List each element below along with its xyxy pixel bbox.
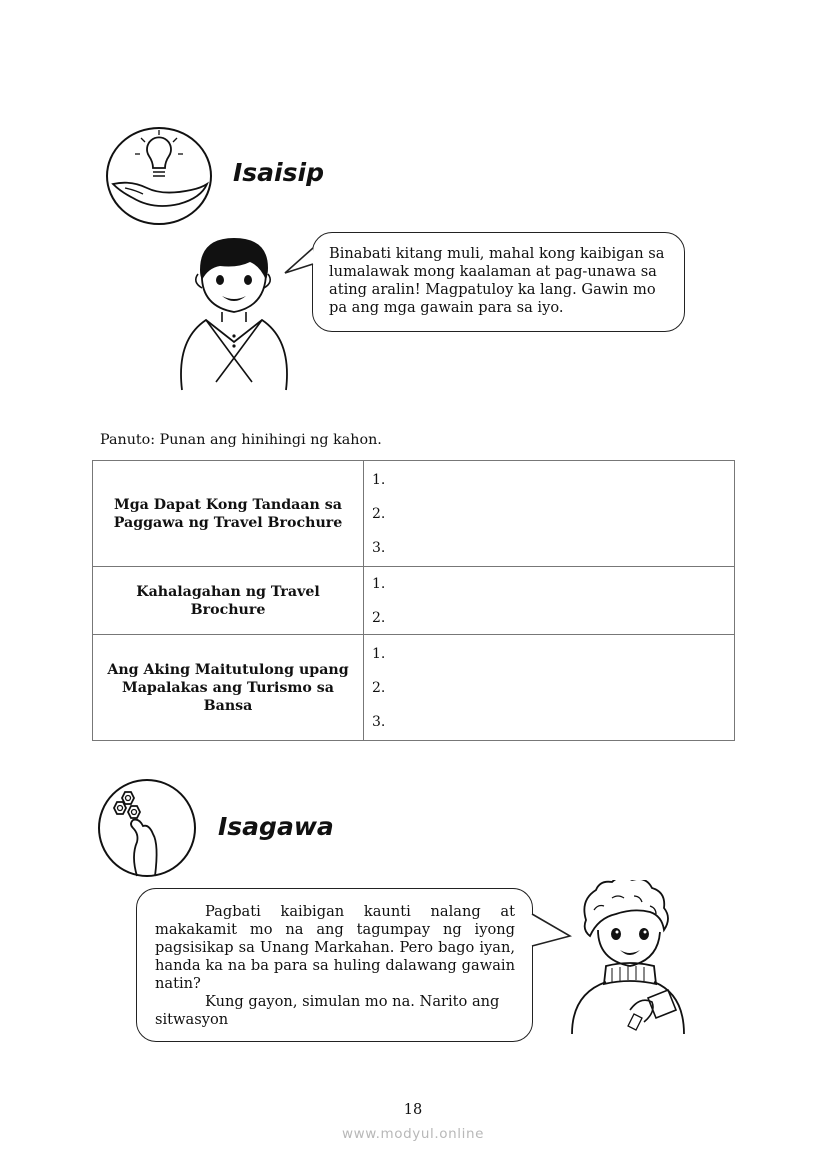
bubble-tail: [530, 910, 572, 950]
isagawa-paragraph-1: Pagbati kaibigan kaunti nalang at makakamit mo na ang tagumpay ng iyong pagsisikap sa Unang Markahan. Pero bago iyan, handa ka na ba para sa huling dalawang gawain natin?: [155, 903, 515, 992]
bubble-tail: [283, 246, 315, 276]
answer-number: 1.: [372, 575, 386, 592]
instructions: Panuto: Punan ang hinihingi ng kahon.: [100, 432, 382, 448]
answer-number: 2.: [372, 609, 386, 626]
answer-number: 2.: [372, 505, 386, 522]
row-label: Mga Dapat Kong Tandaan sa Paggawa ng Travel Brochure: [93, 461, 364, 567]
answer-cell[interactable]: [364, 567, 735, 635]
answer-number: 2.: [372, 679, 386, 696]
student-curly-hair-illustration: [568, 880, 690, 1036]
answer-table: [92, 460, 735, 741]
lightbulb-hand-icon: [105, 126, 213, 226]
answer-cell[interactable]: [364, 635, 735, 741]
watermark: www.modyul.online: [341, 1126, 485, 1142]
answer-number: 3.: [372, 539, 386, 556]
isaisip-speech-bubble: [312, 232, 685, 332]
row-label: Kahalagahan ng Travel Brochure: [93, 567, 364, 635]
table-row: [93, 461, 735, 567]
isagawa-title: Isagawa: [218, 812, 334, 841]
answer-cell[interactable]: [364, 461, 735, 567]
table-row: [93, 567, 735, 635]
gears-hand-icon: [97, 778, 197, 878]
isagawa-speech-bubble: [136, 888, 533, 1042]
answer-number: 1.: [372, 645, 386, 662]
isagawa-paragraph-2: Kung gayon, simulan mo na. Narito ang sitwasyon: [155, 993, 500, 1028]
answer-number: 1.: [372, 471, 386, 488]
student-boy-illustration: [172, 232, 298, 392]
page-number: 18: [403, 1102, 423, 1118]
answer-number: 3.: [372, 713, 386, 730]
table-row: [93, 635, 735, 741]
isaisip-title: Isaisip: [233, 158, 324, 187]
isaisip-bubble-text: Binabati kitang muli, mahal kong kaibigan sa lumalawak mong kaalaman at pag-unawa sa ating aralin! Magpatuloy ka lang. Gawin mo pa ang mga gawain para sa iyo.: [329, 245, 665, 316]
row-label: Ang Aking Maitutulong upang Mapalakas ang Turismo sa Bansa: [93, 635, 364, 741]
